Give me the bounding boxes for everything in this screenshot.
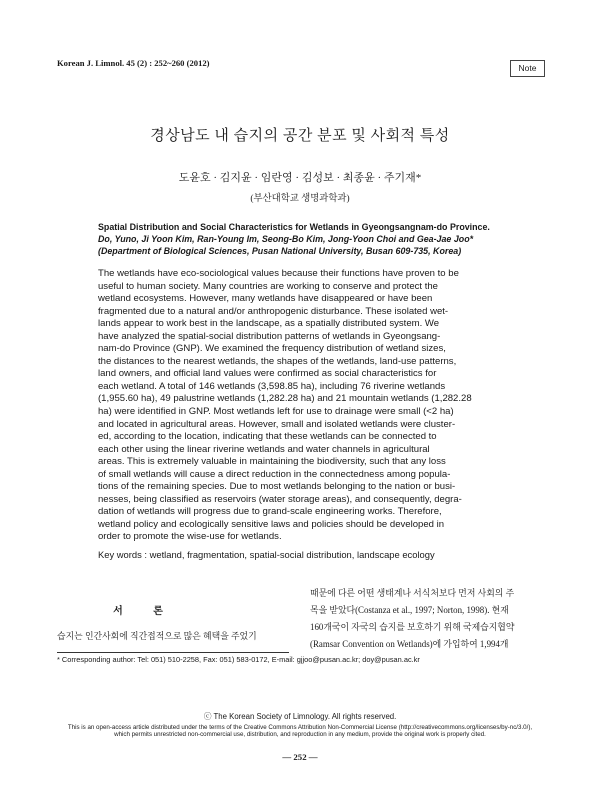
abstract-line: wetland policy and ecologically sensitive laws and policies should be developed in [98, 518, 445, 530]
abstract-line: land owners, and official land values were confirmed as social characteristics for [98, 368, 437, 380]
abstract-line: ha) were identified in GNP. Most wetlands left for use to drainage were small (<2 ha) [98, 406, 454, 418]
abstract-line: each wetland. A total of 146 wetlands (3,598.85 ha), including 76 riverine wetlands [98, 380, 446, 392]
keywords: Key words : wetland, fragmentation, spatial-social distribution, landscape ecology [98, 549, 435, 560]
abstract [98, 268, 518, 544]
authors-english: Do, Yuno, Ji Yoon Kim, Ran-Young Im, Seong-Bo Kim, Jong-Yoon Choi and Gea-Jae Joo* [98, 234, 474, 244]
abstract-line: areas. This is extremely valuable in maintaining the biodiversity, such that any loss [98, 456, 446, 468]
page-number: — 252 — [282, 752, 318, 762]
abstract-line: nam-do Province (GNP). We examined the frequency distribution of wetland sizes, [98, 343, 446, 355]
abstract-line: have analyzed the spatial-social distribution patterns of wetlands in Gyeongsang- [98, 330, 441, 342]
license-text-line-1: This is an open-access article distributed under the terms of the Creative Commons Attribution Non-Commercial License (http://creativecommons.org/licenses/by-nc/3.0/), [67, 724, 533, 731]
abstract-line: of small wetlands will cause a direct reduction in the connectedness among popula- [98, 468, 451, 480]
affiliation-english: (Department of Biological Sciences, Pusan National University, Busan 609-735, Korea) [98, 246, 462, 256]
abstract-line: fragmented due to a natural and/or anthropogenic disturbance. These isolated wet- [98, 305, 449, 317]
abstract-line: and located in agricultural areas. However, small and isolated wetlands were cluster- [98, 418, 456, 430]
abstract-line: order to promote the wise-use for wetlands. [98, 531, 282, 543]
intro-line: 목을 받았다(Costanza et al., 1997; Norton, 1998). 현재 [310, 605, 509, 615]
intro-left-column [57, 628, 289, 645]
abstract-line: wetland ecosystems. However, many wetlands have disappeared or have been [98, 293, 433, 305]
abstract-line: useful to human society. Many countries are working to conserve and protect the [98, 280, 438, 292]
copyright-notice: ⓒ The Korean Society of Limnology. All rights reserved. [203, 712, 397, 721]
corresponding-author-footnote: * Corresponding author: Tel: 051) 510-2258, Fax: 051) 583-0172, E-mail: gjjoo@pusan.ac.kr; doy@pusan.ac.kr [57, 655, 420, 664]
intro-line: 습지는 인간사회에 직간접적으로 많은 혜택을 주었기 [57, 631, 257, 641]
abstract-line: each other using the linear riverine wetlands and water channels in agricultural [98, 443, 430, 455]
abstract-line: lands appear to work best in the landscape, as a spatially distributed system. We [98, 318, 440, 330]
section-heading-introduction: 서 론 [113, 606, 177, 617]
license-text-line-2: which permits unrestricted non-commercial use, distribution, and reproduction in any medium, provide the original work is properly cited. [114, 731, 486, 738]
abstract-line: The wetlands have eco-sociological values because their functions have proven to be [98, 268, 459, 279]
abstract-line: ed, according to the location, indicating that these wetlands can be connected to [98, 431, 437, 443]
copyright-block [0, 711, 600, 738]
authors-korean: 도윤호 · 김지윤 · 임란영 · 김성보 · 최종윤 · 주기재* [178, 172, 422, 184]
intro-line: 160개국이 자국의 습지를 보호하기 위해 국제습지협약 [310, 622, 515, 632]
abstract-line: nesses, being classified as reservoirs (water storage areas), and consequently, degra- [98, 493, 462, 505]
article-title-korean: 경상남도 내 습지의 공간 분포 및 사회적 특성 [150, 128, 450, 144]
abstract-line: tions of the remaining species. Due to most wetlands belonging to the nation or busi- [98, 481, 456, 493]
english-header-block [98, 221, 518, 257]
article-title-english: Spatial Distribution and Social Characteristics for Wetlands in Gyeongsangnam-do Province. [98, 222, 490, 232]
note-label-box: Note [510, 60, 545, 77]
abstract-line: the distances to the nearest wetlands, the shapes of the wetlands, land-use patterns, [98, 355, 457, 367]
intro-right-column [310, 585, 544, 653]
intro-line: 때문에 다른 어떤 생태계나 서식처보다 먼저 사회의 주 [310, 588, 515, 598]
journal-citation: Korean J. Limnol. 45 (2) : 252~260 (2012) [57, 58, 210, 68]
affiliation-korean: (부산대학교 생명과학과) [250, 194, 350, 204]
footnote-divider [57, 652, 289, 653]
intro-line: (Ramsar Convention on Wetlands)에 가입하여 1,994개 [310, 639, 509, 649]
abstract-line: dation of wetlands will progress due to grand-scale engineering works. Therefore, [98, 506, 442, 518]
abstract-line: (1,955.60 ha), 49 palustrine wetlands (1,282.28 ha) and 21 mountain wetlands (1,282.28 [98, 393, 472, 405]
